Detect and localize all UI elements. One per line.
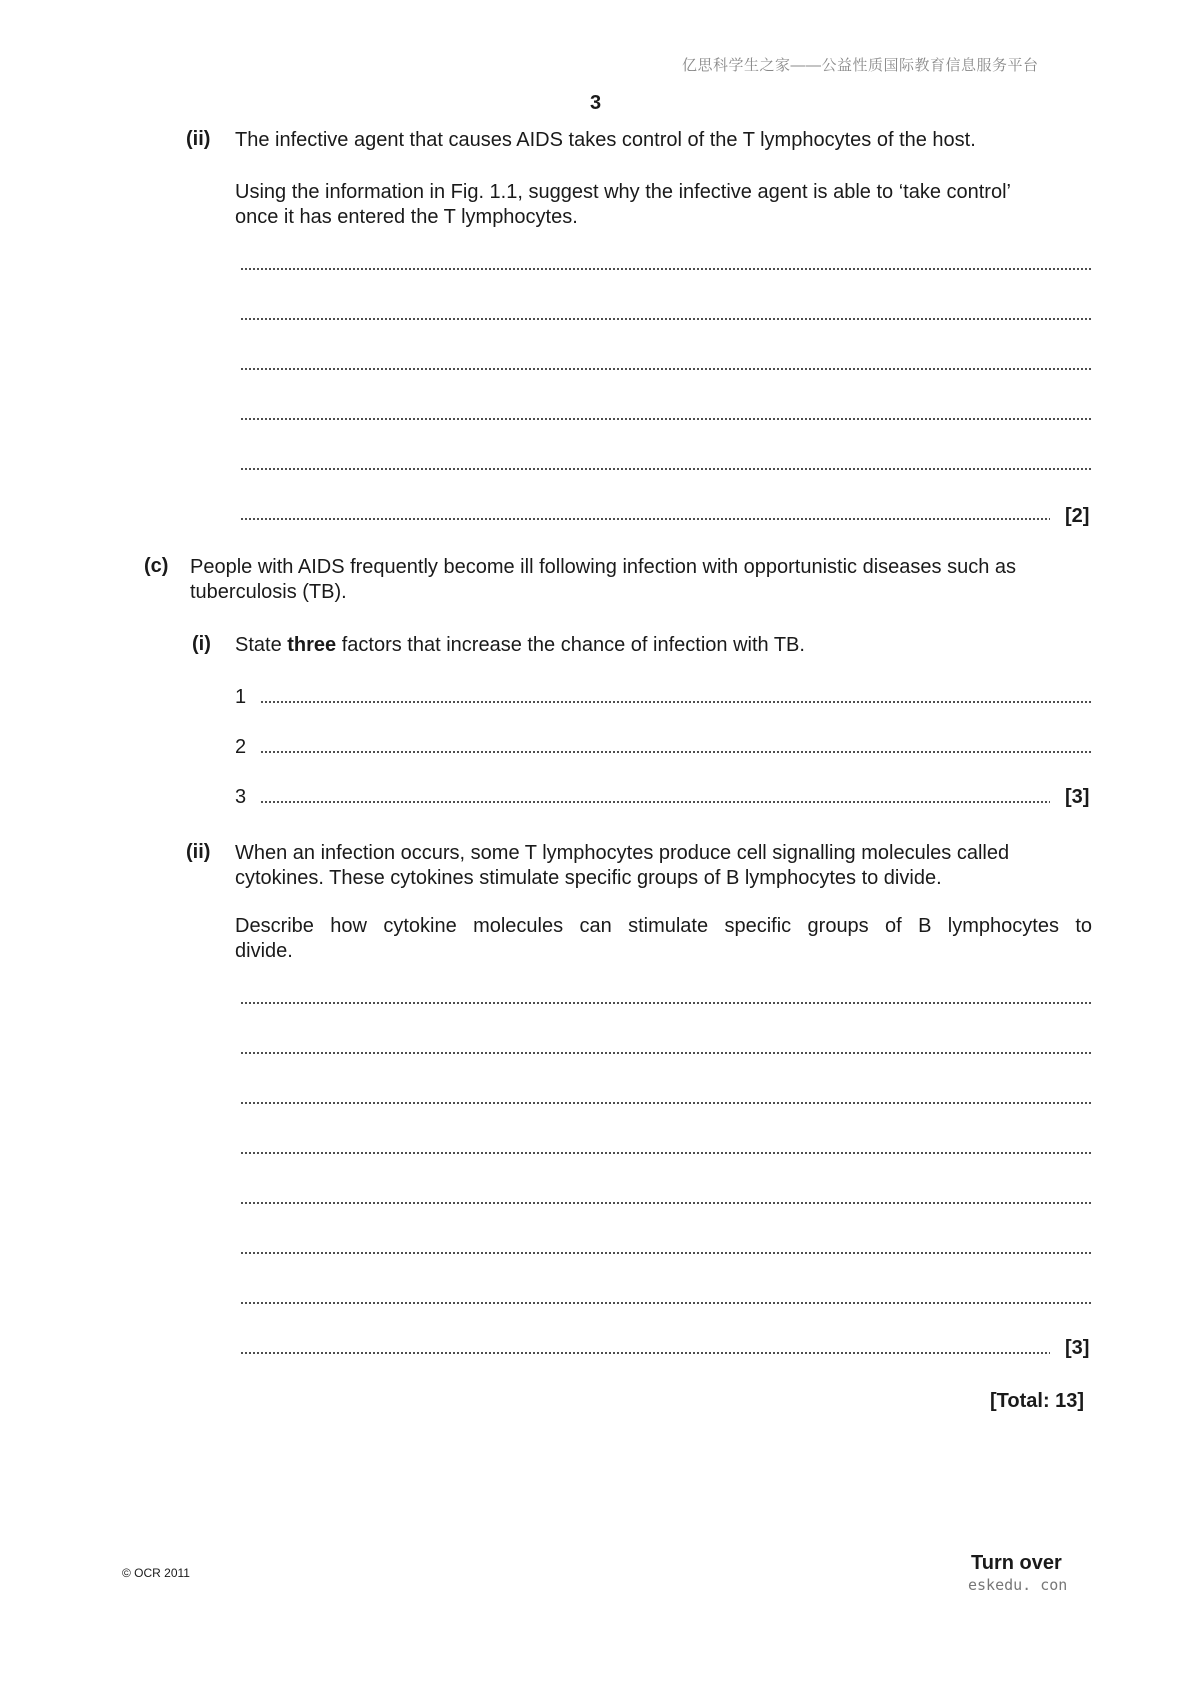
site-watermark: eskedu. con — [968, 1576, 1068, 1594]
total-marks: [Total: 13] — [990, 1390, 1085, 1412]
part-b-ii-instruction-line2: once it has entered the T lymphocytes. — [235, 206, 578, 228]
part-b-ii-label: (ii) — [186, 128, 211, 150]
answer-line[interactable] — [240, 466, 1092, 472]
answer-line[interactable] — [260, 699, 1092, 705]
part-c-label: (c) — [144, 555, 169, 577]
answer-line[interactable] — [240, 1000, 1092, 1006]
part-b-ii-instruction-line1: Using the information in Fig. 1.1, suggest why the infective agent is able to ‘take control’ — [235, 181, 1011, 203]
page-number: 3 — [589, 92, 602, 114]
part-c-text-line1: People with AIDS frequently become ill following infection with opportunistic diseases such as — [190, 556, 1016, 578]
answer-line[interactable] — [240, 416, 1092, 422]
answer-line[interactable] — [240, 1150, 1092, 1156]
part-c-ii-text-line1: When an infection occurs, some T lymphocytes produce cell signalling molecules called — [235, 842, 1010, 864]
part-c-ii-instruction-line2: divide. — [235, 940, 293, 962]
marks-label: [2] — [1065, 505, 1090, 527]
answer-line[interactable] — [240, 1100, 1092, 1106]
copyright-text: © OCR 2011 — [122, 1566, 190, 1580]
answer-number: 1 — [235, 686, 247, 708]
part-b-ii-question: The infective agent that causes AIDS takes control of the T lymphocytes of the host. — [235, 129, 976, 151]
part-c-i-question: State three factors that increase the chance of infection with TB. — [235, 634, 805, 656]
answer-number: 3 — [235, 786, 247, 808]
part-c-text-line2: tuberculosis (TB). — [190, 581, 347, 603]
answer-line[interactable] — [240, 1050, 1092, 1056]
answer-line[interactable] — [240, 1250, 1092, 1256]
answer-line[interactable] — [240, 1350, 1050, 1356]
answer-line[interactable] — [240, 1200, 1092, 1206]
turn-over-text: Turn over — [971, 1552, 1062, 1574]
answer-line[interactable] — [260, 799, 1050, 805]
watermark-text: 亿思科学生之家——公益性质国际教育信息服务平台 — [682, 57, 1039, 74]
answer-line[interactable] — [240, 266, 1092, 272]
answer-line[interactable] — [240, 316, 1092, 322]
part-c-ii-label: (ii) — [186, 841, 211, 863]
marks-label: [3] — [1065, 786, 1090, 808]
answer-line[interactable] — [260, 749, 1092, 755]
answer-number: 2 — [235, 736, 247, 758]
answer-line[interactable] — [240, 1300, 1092, 1306]
answer-line[interactable] — [240, 516, 1050, 522]
marks-label: [3] — [1065, 1337, 1090, 1359]
part-c-ii-text-line2: cytokines. These cytokines stimulate specific groups of B lymphocytes to divide. — [235, 867, 942, 889]
answer-line[interactable] — [240, 366, 1092, 372]
part-c-i-label: (i) — [192, 633, 211, 655]
part-c-ii-instruction-line1: Describe how cytokine molecules can stimulate specific groups of B lymphocytes to — [235, 915, 1092, 937]
